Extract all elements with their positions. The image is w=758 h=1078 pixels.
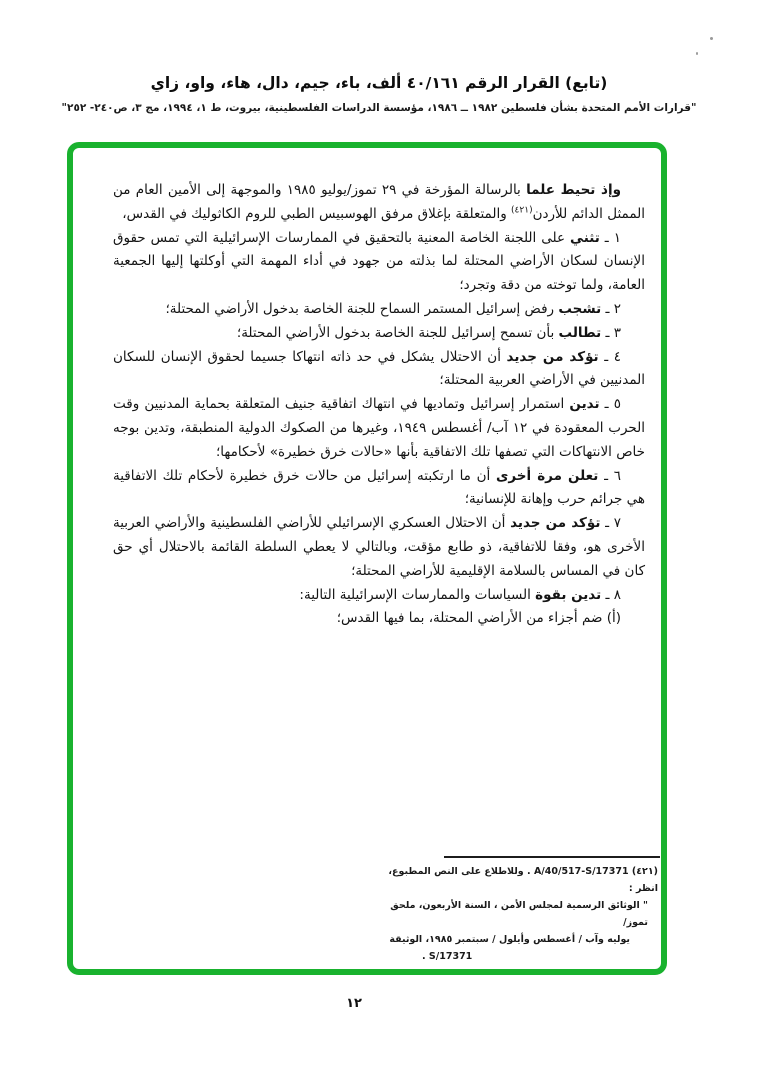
paragraph-number: ٢ ـ [601, 300, 621, 317]
paragraph-lead: تدين بقوة [535, 586, 602, 603]
paragraph-text: على اللجنة الخاصة المعنية بالتحقيق في الممارسات الإسرائيلية التي تمس حقوق الإنسان لسكان الأراضي المحتلة لما بذلته من جهود في أداء المهمة التي أوكلتها إليها الجمعية العامة، ولما توخته من دقة وتجرد؛ [113, 229, 645, 294]
footnote-line: يوليه وآب / أغسطس وأيلول / سبتمبر ١٩٨٥، الوثيقة [389, 934, 630, 945]
page-number: ١٢ [346, 996, 362, 1011]
operative-paragraph-2 [113, 298, 645, 322]
paragraph-number: ٦ ـ [598, 467, 621, 484]
paragraph-lead: تؤكد من جديد [510, 515, 601, 532]
source-citation: "قرارات الأمم المتحدة بشأن فلسطين ١٩٨٢ ــ ١٩٨٦، مؤسسة الدراسات الفلسطينية، بيروت، ط ١، ١٩٩٤، مج ٣، ص٢٤٠- ٢٥٢" [61, 102, 697, 114]
subparagraph-a [113, 607, 645, 631]
paragraph-number: ٣ ـ [601, 324, 621, 341]
footnote-line: " الوثائق الرسمية لمجلس الأمن ، السنة الأربعون، ملحق تموز/ [390, 900, 648, 928]
footnote [386, 863, 658, 965]
paragraph-lead: تعلن مرة أخرى [495, 467, 599, 484]
footnote-separator [444, 856, 660, 858]
footnote-line: (٤٢١) A/40/517-S/17371 . وللاطلاع على النص المطبوع، انظر : [388, 866, 658, 894]
footnote-line: S/17371 . [422, 951, 473, 962]
paragraph-text: ضم أجزاء من الأراضي المحتلة، بما فيها القدس؛ [336, 610, 603, 627]
paragraph-lead: تثني [570, 229, 600, 246]
paragraph-lead: تؤكد من جديد [506, 348, 599, 365]
paragraph-number: ٨ ـ [601, 586, 621, 603]
paragraph-text: بالرسالة المؤرخة في ٢٩ تموز/يوليو ١٩٨٥ والموجهة إلى الأمين العام من الممثل الدائم للأردن [113, 182, 645, 222]
scan-speck [696, 52, 698, 55]
paragraph-lead: وإذ تحيط علما [526, 182, 621, 198]
paragraph-number: (أ) [602, 610, 621, 627]
paragraph-number: ٤ ـ [598, 348, 621, 365]
paragraph-number: ٥ ـ [599, 396, 621, 413]
paragraph-text: والمتعلقة بإغلاق مرفق الهوسبيس الطبي للروم الكاثوليك في القدس، [122, 205, 512, 222]
paragraph-text: بأن تسمح إسرائيل للجنة الخاصة بدخول الأراضي المحتلة؛ [236, 324, 559, 341]
operative-paragraph-6 [113, 465, 645, 513]
paragraph-text: استمرار إسرائيل وتماديها في انتهاك اتفاقية جنيف المتعلقة بحماية المدنيين وقت الحرب المعقودة في ١٢ آب/ أغسطس ١٩٤٩، وغيرها من الصكوك الدولية المنطبقة، وتدين بوجه خاص الانتهاكات التي تصفها تلك الاتفاقية بأنها «حالات خرق خطيرة» لأحكامها؛ [113, 396, 645, 460]
operative-paragraph-7 [113, 512, 645, 583]
operative-paragraph-3 [113, 322, 645, 346]
scan-speck [710, 37, 713, 40]
operative-paragraph-8 [113, 584, 645, 608]
paragraph-lead: تطالب [558, 324, 602, 341]
paragraph-lead: تدين [569, 396, 600, 413]
paragraph-number: ٧ ـ [600, 515, 621, 532]
operative-paragraph-1 [113, 227, 645, 298]
paragraph-text: أن ما ارتكبته إسرائيل من حالات خرق خطيرة لأحكام تلك الاتفاقية هي جرائم حرب وإهانة للإنسانية؛ [113, 467, 645, 508]
document-body [113, 179, 645, 631]
footnote-reference: (٤٢١) [511, 205, 533, 216]
paragraph-text: السياسات والممارسات الإسرائيلية التالية: [299, 586, 536, 603]
paragraph-lead: تشجب [558, 300, 602, 317]
operative-paragraph-4 [113, 346, 645, 394]
operative-paragraph-5 [113, 393, 645, 464]
paragraph-text: رفض إسرائيل المستمر السماح للجنة الخاصة بدخول الأراضي المحتلة؛ [165, 300, 559, 317]
resolution-title: (تابع) القرار الرقم ٤٠/١٦١ ألف، باء، جيم، دال، هاء، واو، زاي [150, 74, 608, 92]
paragraph-text: أن الاحتلال العسكري الإسرائيلي للأراضي الفلسطينية والأراضي العربية الأخرى هو، وفقا للاتفاقية، ذو طابع مؤقت، وبالتالي لا يعطي السلطة القائمة بالاحتلال أي حق كان في المساس بالسلامة الإقليمية للأراضي المحتلة؛ [113, 515, 645, 579]
paragraph-number: ١ ـ [599, 229, 621, 246]
paragraph-text: أن الاحتلال يشكل في حد ذاته انتهاكا جسيما لحقوق الإنسان للسكان المدنيين في الأراضي العربية المحتلة؛ [113, 348, 645, 389]
preamble-paragraph [113, 179, 645, 227]
